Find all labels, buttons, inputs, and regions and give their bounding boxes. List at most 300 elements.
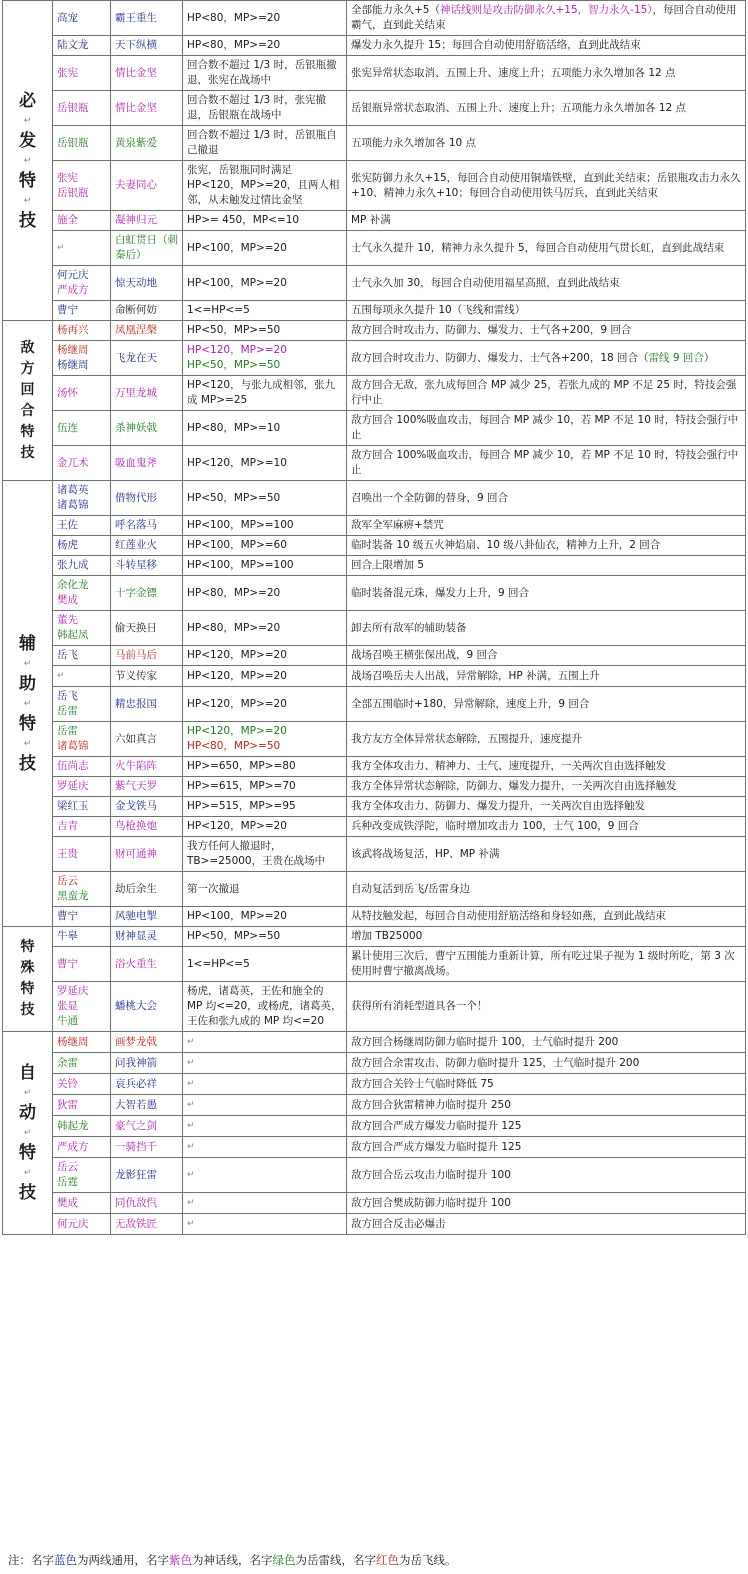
hero-name: 樊成 bbox=[57, 594, 78, 606]
hero-name: 杨继周 bbox=[57, 1035, 89, 1048]
condition-text: 回合数不超过 1/3 时，岳银瓶撤退，张宪在战场中 bbox=[187, 59, 337, 86]
category-char: 动 bbox=[19, 1103, 36, 1123]
effect-cell bbox=[347, 446, 746, 481]
hero-cell bbox=[53, 646, 111, 666]
skill-row bbox=[3, 1137, 746, 1158]
skill-name-cell bbox=[111, 797, 183, 817]
hero-cell bbox=[53, 36, 111, 56]
skill-name: 火牛陷阵 bbox=[115, 760, 157, 772]
skill-name-cell bbox=[111, 91, 183, 126]
hero-name: 何元庆 bbox=[57, 1217, 89, 1230]
skill-name: 龙影狂雷 bbox=[115, 1168, 157, 1181]
condition-text: HP<100，MP>=60 bbox=[187, 539, 287, 551]
skill-row bbox=[3, 687, 746, 722]
effect-cell bbox=[347, 777, 746, 797]
effect-cell bbox=[347, 907, 746, 927]
skill-name: 节义传家 bbox=[115, 669, 157, 682]
effect-text: 我方全体攻击力、精神力、士气、速度提升，一关两次自由选择触发 bbox=[351, 760, 666, 772]
effect-cell bbox=[347, 1137, 746, 1158]
paragraph-mark: ↵ bbox=[187, 1198, 195, 1208]
condition-text: HP<100，MP>=20 bbox=[187, 910, 287, 922]
hero-cell bbox=[53, 757, 111, 777]
category-char: 殊 bbox=[20, 960, 35, 976]
effect-text: 敌方回合余雷攻击、防御力临时提升 125，士气临时提升 200 bbox=[351, 1056, 640, 1069]
skill-row bbox=[3, 516, 746, 536]
skill-name-cell bbox=[111, 1158, 183, 1193]
hero-cell bbox=[53, 376, 111, 411]
skill-row bbox=[3, 1158, 746, 1193]
skill-row bbox=[3, 1, 746, 36]
skill-name-cell bbox=[111, 211, 183, 231]
condition-cell bbox=[183, 1, 347, 36]
hero-cell bbox=[53, 231, 111, 266]
condition-cell bbox=[183, 1095, 347, 1116]
condition-text: 张宪，岳银瓶同时满足 HP<120，MP>=20，且两人相邻，从未触发过情比金坚 bbox=[187, 164, 340, 206]
effect-text: 敌方回合樊成防御力临时提升 100 bbox=[351, 1196, 511, 1209]
condition-cell bbox=[183, 817, 347, 837]
skill-name: 马前马后 bbox=[115, 649, 157, 661]
hero-name: 杨再兴 bbox=[57, 324, 89, 336]
skill-name-cell bbox=[111, 266, 183, 301]
condition-text: 我方任何人撤退时，TB>=25000，王贵在战场中 bbox=[187, 840, 326, 867]
effect-cell bbox=[347, 516, 746, 536]
condition-text: HP>=650，MP>=80 bbox=[187, 760, 296, 772]
hero-cell bbox=[53, 56, 111, 91]
condition-text: HP>=615，MP>=70 bbox=[187, 780, 296, 792]
hero-name: 张宪 bbox=[57, 171, 78, 184]
skill-name-cell bbox=[111, 687, 183, 722]
hero-cell bbox=[53, 301, 111, 321]
condition-text: HP<120，MP>=10 bbox=[187, 456, 287, 469]
paragraph-mark: ↵ bbox=[187, 1100, 195, 1110]
effect-text: 卸去所有敌军的辅助装备 bbox=[351, 621, 467, 634]
hero-name: 董先 bbox=[57, 614, 78, 626]
effect-text: 敌方回合反击必爆击 bbox=[351, 1217, 446, 1230]
effect-text: 兵种改变成铁浮陀，临时增加攻击力 100，士气 100，9 回合 bbox=[351, 820, 639, 832]
condition-text: 杨虎，诸葛英，王佐和施全的 MP 均<=20，或杨虎，诸葛英，王佐和张九成的 MP 均<=20 bbox=[187, 985, 342, 1027]
skill-name: 偷天换日 bbox=[115, 621, 157, 634]
skill-name-cell bbox=[111, 666, 183, 687]
condition-cell bbox=[183, 266, 347, 301]
skill-name-cell bbox=[111, 1137, 183, 1158]
skill-name-cell bbox=[111, 1, 183, 36]
skill-row bbox=[3, 927, 746, 947]
skill-name: 情比金坚 bbox=[115, 66, 157, 79]
condition-cell bbox=[183, 446, 347, 481]
hero-name: 罗延庆 bbox=[57, 780, 89, 792]
hero-name: 张九成 bbox=[57, 559, 89, 571]
hero-name: 严成方 bbox=[57, 284, 89, 296]
hero-name: 施全 bbox=[57, 214, 78, 226]
hero-name: 岳雷 bbox=[57, 725, 78, 737]
skill-name-cell bbox=[111, 536, 183, 556]
effect-text: 自动复活到岳飞/岳雷身边 bbox=[351, 882, 471, 895]
skill-row bbox=[3, 126, 746, 161]
skill-row bbox=[3, 777, 746, 797]
skill-name-cell bbox=[111, 722, 183, 757]
paragraph-mark: ↵ bbox=[187, 1037, 195, 1047]
skill-name: 借物代形 bbox=[115, 491, 157, 504]
paragraph-mark: ↵ bbox=[23, 155, 32, 166]
skill-name-cell bbox=[111, 646, 183, 666]
paragraph-mark: ↵ bbox=[187, 1121, 195, 1131]
condition-cell bbox=[183, 797, 347, 817]
hero-name: 吉青 bbox=[57, 820, 78, 832]
category-char: 特 bbox=[19, 713, 36, 734]
hero-cell bbox=[53, 481, 111, 516]
effect-text: 张宪防御力永久+15，每回合自动使用铜墙铁壁，直到此关结束；岳银瓶攻击力永久+10、精神力永久+10；每回合自动使用铁马厉兵，直到此关结束 bbox=[351, 171, 741, 199]
hero-cell bbox=[53, 947, 111, 982]
skill-row bbox=[3, 1116, 746, 1137]
skill-name: 豪气之剑 bbox=[115, 1119, 157, 1132]
hero-cell bbox=[53, 1, 111, 36]
skill-name-cell bbox=[111, 1116, 183, 1137]
effect-cell bbox=[347, 817, 746, 837]
condition-cell bbox=[183, 556, 347, 576]
condition-cell bbox=[183, 341, 347, 376]
effect-cell bbox=[347, 1053, 746, 1074]
hero-cell bbox=[53, 1095, 111, 1116]
effect-cell bbox=[347, 536, 746, 556]
skill-row bbox=[3, 837, 746, 872]
skill-name-cell bbox=[111, 1074, 183, 1095]
category-char: 助 bbox=[19, 673, 36, 694]
hero-cell bbox=[53, 341, 111, 376]
effect-cell bbox=[347, 266, 746, 301]
effect-cell bbox=[347, 56, 746, 91]
skill-row bbox=[3, 1214, 746, 1235]
skill-name-cell bbox=[111, 481, 183, 516]
effect-text: 获得所有消耗型道具各一个！ bbox=[351, 1000, 488, 1012]
effect-text: 战场召唤岳夫人出战，异常解除，HP 补满，五围上升 bbox=[351, 669, 600, 682]
skill-name: 杀神妖戟 bbox=[115, 421, 157, 434]
effect-text: 敌方回合杨继周防御力临时提升 100，士气临时提升 200 bbox=[351, 1035, 619, 1048]
effect-text: 增加 TB25000 bbox=[351, 930, 423, 942]
effect-text: 全部五围临时+180，异常解除，速度上升，9 回合 bbox=[351, 697, 590, 710]
condition-cell bbox=[183, 481, 347, 516]
skill-row bbox=[3, 1032, 746, 1053]
hero-name: 诸葛锦 bbox=[57, 740, 89, 752]
skill-name-cell bbox=[111, 817, 183, 837]
hero-cell bbox=[53, 91, 111, 126]
effect-cell bbox=[347, 687, 746, 722]
effect-cell bbox=[347, 321, 746, 341]
effect-cell bbox=[347, 376, 746, 411]
effect-cell bbox=[347, 927, 746, 947]
category-char: 方 bbox=[20, 360, 35, 377]
effect-cell bbox=[347, 556, 746, 576]
skill-name: 呼名落马 bbox=[115, 519, 157, 531]
skill-row bbox=[3, 646, 746, 666]
skill-name: 凝神归元 bbox=[115, 214, 157, 226]
condition-cell bbox=[183, 161, 347, 211]
condition-cell bbox=[183, 411, 347, 446]
paragraph-mark: ↵ bbox=[23, 1128, 32, 1138]
effect-cell bbox=[347, 1193, 746, 1214]
skill-name: 问我神箭 bbox=[115, 1056, 157, 1069]
hero-cell bbox=[53, 907, 111, 927]
condition-text: 回合数不超过 1/3 时，张宪撤退，岳银瓶在战场中 bbox=[187, 94, 327, 121]
hero-cell bbox=[53, 872, 111, 907]
condition-text: HP<100，MP>=20 bbox=[187, 276, 287, 289]
hero-cell bbox=[53, 556, 111, 576]
effect-text: 敌方回合时攻击力、防御力、爆发力、士气各+200，9 回合 bbox=[351, 324, 632, 336]
skill-name: 白虹贯日（刺秦后） bbox=[115, 234, 178, 261]
skill-name: 红莲业火 bbox=[115, 539, 157, 551]
hero-name: 韩起龙 bbox=[57, 1119, 89, 1132]
skill-name: 六如真言 bbox=[115, 732, 157, 745]
effect-cell bbox=[347, 1, 746, 36]
condition-text: HP<50，MP>=50 bbox=[187, 324, 281, 336]
skill-name: 夫妻同心 bbox=[115, 179, 157, 191]
hero-cell bbox=[53, 666, 111, 687]
effect-text: 神话线则是攻击防御永久+15，智力永久-15） bbox=[439, 4, 653, 16]
skill-name: 鸟枪换炮 bbox=[115, 820, 157, 832]
hero-cell bbox=[53, 1032, 111, 1053]
hero-name: 伍尚志 bbox=[57, 760, 89, 772]
condition-cell bbox=[183, 376, 347, 411]
effect-text: 张宪异常状态取消、五围上升、速度上升；五项能力永久增加各 12 点 bbox=[351, 66, 676, 79]
hero-name: 关铃 bbox=[57, 1077, 78, 1090]
condition-text: HP<80，MP>=20 bbox=[187, 39, 281, 51]
skill-row bbox=[3, 1074, 746, 1095]
skill-name-cell bbox=[111, 1053, 183, 1074]
skill-name-cell bbox=[111, 126, 183, 161]
skill-row bbox=[3, 161, 746, 211]
effect-text: 敌方回合严成方爆发力临时提升 125 bbox=[351, 1140, 522, 1153]
effect-cell bbox=[347, 341, 746, 376]
hero-name: 何元庆 bbox=[57, 269, 89, 281]
condition-text: HP<120，与张九成相邻，张九成 MP>=25 bbox=[187, 379, 336, 406]
effect-text: 敌方回合无敌，张九成每回合 MP 减少 25，若张九成的 MP 不足 25 时，特技会强行中止 bbox=[351, 379, 737, 406]
effect-cell bbox=[347, 646, 746, 666]
condition-cell bbox=[183, 1053, 347, 1074]
condition-cell bbox=[183, 982, 347, 1032]
skill-name: 凤凰涅槃 bbox=[115, 324, 157, 336]
skill-name: 哀兵必祥 bbox=[115, 1077, 157, 1090]
effect-text: 我方全体攻击力、防御力、爆发力提升，一关两次自由选择触发 bbox=[351, 800, 645, 812]
effect-cell bbox=[347, 1158, 746, 1193]
effect-text: 五项能力永久增加各 10 点 bbox=[351, 136, 477, 149]
effect-cell bbox=[347, 411, 746, 446]
hero-cell bbox=[53, 211, 111, 231]
effect-text: 临时装备 10 级五火神焰扇、10 级八卦仙衣，精神力上升，2 回合 bbox=[351, 539, 661, 551]
skill-row bbox=[3, 91, 746, 126]
hero-name: 张宪 bbox=[57, 66, 78, 79]
skill-name-cell bbox=[111, 301, 183, 321]
hero-cell bbox=[53, 797, 111, 817]
paragraph-mark: ↵ bbox=[57, 671, 65, 681]
category-char: 特 bbox=[19, 1143, 36, 1163]
skill-name-cell bbox=[111, 611, 183, 646]
effect-cell bbox=[347, 211, 746, 231]
skill-name-cell bbox=[111, 36, 183, 56]
hero-name: 杨虎 bbox=[57, 539, 78, 551]
skill-name: 飞龙在天 bbox=[115, 351, 157, 364]
hero-cell bbox=[53, 321, 111, 341]
skill-name: 吸血鬼斧 bbox=[115, 456, 157, 469]
condition-cell bbox=[183, 757, 347, 777]
effect-text: 战场召唤王横张保出战，9 回合 bbox=[351, 649, 498, 661]
category-cell bbox=[3, 321, 53, 481]
skill-name: 浴火重生 bbox=[115, 957, 157, 970]
skill-row bbox=[3, 757, 746, 777]
effect-text: 召唤出一个全防御的替身，9 回合 bbox=[351, 491, 509, 504]
hero-name: 余化龙 bbox=[57, 579, 89, 591]
condition-text: HP<120，MP>=20 bbox=[187, 697, 287, 710]
condition-cell bbox=[183, 1193, 347, 1214]
condition-cell bbox=[183, 611, 347, 646]
skill-name: 大智若愚 bbox=[115, 1098, 157, 1111]
color-legend-note: 注：名字蓝色为两线通用，名字紫色为神话线，名字绿色为岳雷线，名字红色为岳飞线。 bbox=[8, 1553, 457, 1567]
hero-name: 王贵 bbox=[57, 847, 78, 860]
skill-row bbox=[3, 411, 746, 446]
paragraph-mark: ↵ bbox=[23, 698, 32, 709]
skill-name: 金戈铁马 bbox=[115, 800, 157, 812]
skill-name: 霸王重生 bbox=[115, 11, 157, 24]
effect-cell bbox=[347, 837, 746, 872]
condition-text: 第一次撤退 bbox=[187, 882, 240, 895]
effect-text: 从特技触发起，每回合自动使用舒筋活络和身轻如燕，直到此战结束 bbox=[351, 910, 666, 922]
effect-text: 全部能力永久+5（ bbox=[351, 4, 440, 16]
condition-cell bbox=[183, 777, 347, 797]
category-char: 特 bbox=[20, 939, 35, 955]
effect-cell bbox=[347, 1116, 746, 1137]
effect-text: 敌方回合时攻击力、防御力、爆发力、士气各+200，18 回合（ bbox=[351, 351, 649, 364]
hero-cell bbox=[53, 1158, 111, 1193]
category-char: 技 bbox=[20, 444, 35, 461]
hero-cell bbox=[53, 687, 111, 722]
effect-text: 敌方回合 100%吸血攻击，每回合 MP 减少 10，若 MP 不足 10 时，特技会强行中止 bbox=[351, 414, 739, 441]
condition-text: HP<80，MP>=10 bbox=[187, 421, 281, 434]
skill-row bbox=[3, 1193, 746, 1214]
effect-cell bbox=[347, 1214, 746, 1235]
condition-text: HP>= 450，MP<=10 bbox=[187, 214, 300, 226]
category-cell bbox=[3, 1, 53, 321]
skill-name: 紫气天罗 bbox=[115, 780, 157, 792]
effect-cell bbox=[347, 481, 746, 516]
skill-name-cell bbox=[111, 777, 183, 797]
condition-text: 回合数不超过 1/3 时，岳银瓶自己撤退 bbox=[187, 129, 337, 156]
effect-text: 敌方回合关铃士气临时降低 75 bbox=[351, 1077, 494, 1090]
condition-cell bbox=[183, 687, 347, 722]
hero-cell bbox=[53, 126, 111, 161]
skill-row bbox=[3, 872, 746, 907]
condition-text: HP<80，MP>=20 bbox=[187, 11, 281, 24]
effect-cell bbox=[347, 872, 746, 907]
hero-name: 曹宁 bbox=[57, 304, 78, 316]
hero-name: 狄雷 bbox=[57, 1098, 78, 1111]
hero-name: 曹宁 bbox=[57, 957, 78, 970]
condition-cell bbox=[183, 927, 347, 947]
category-cell bbox=[3, 1032, 53, 1235]
hero-name: 罗延庆 bbox=[57, 985, 89, 997]
condition-text: HP<120，MP>=20 bbox=[187, 344, 287, 356]
effect-cell bbox=[347, 1074, 746, 1095]
skill-row bbox=[3, 576, 746, 611]
skill-row bbox=[3, 211, 746, 231]
effect-cell bbox=[347, 757, 746, 777]
category-char: 技 bbox=[20, 1002, 35, 1018]
condition-cell bbox=[183, 947, 347, 982]
skill-row bbox=[3, 666, 746, 687]
hero-name: 余雷 bbox=[57, 1056, 78, 1069]
condition-cell bbox=[183, 1116, 347, 1137]
skill-name: 精忠报国 bbox=[115, 697, 157, 710]
skill-row bbox=[3, 301, 746, 321]
skill-name: 情比金坚 bbox=[115, 101, 157, 114]
skill-row bbox=[3, 36, 746, 56]
category-char: 特 bbox=[19, 170, 36, 191]
effect-text: 敌方回合狄雷精神力临时提升 250 bbox=[351, 1098, 511, 1111]
category-cell bbox=[3, 481, 53, 927]
skill-row bbox=[3, 536, 746, 556]
skill-name: 一骑挡千 bbox=[115, 1140, 157, 1153]
skill-name-cell bbox=[111, 927, 183, 947]
paragraph-mark: ↵ bbox=[23, 738, 32, 749]
paragraph-mark: ↵ bbox=[23, 1088, 32, 1098]
hero-cell bbox=[53, 1193, 111, 1214]
condition-cell bbox=[183, 56, 347, 91]
skill-name-cell bbox=[111, 1095, 183, 1116]
skill-name: 惊天动地 bbox=[115, 276, 157, 289]
paragraph-mark: ↵ bbox=[187, 1058, 195, 1068]
skill-name-cell bbox=[111, 757, 183, 777]
hero-name: 诸葛英 bbox=[57, 484, 89, 496]
condition-cell bbox=[183, 837, 347, 872]
skill-name: 同仇敌忾 bbox=[115, 1196, 157, 1209]
skill-name-cell bbox=[111, 341, 183, 376]
effect-text: 我方全体异常状态解除，防御力、爆发力提升，一关两次自由选择触发 bbox=[351, 780, 677, 792]
condition-cell bbox=[183, 872, 347, 907]
effect-cell bbox=[347, 982, 746, 1032]
skill-name: 劫后余生 bbox=[115, 882, 157, 895]
hero-name: 岳银瓶 bbox=[57, 186, 89, 199]
skill-name-cell bbox=[111, 231, 183, 266]
skill-name: 无敌铁匠 bbox=[115, 1217, 157, 1230]
skill-name-cell bbox=[111, 161, 183, 211]
paragraph-mark: ↵ bbox=[57, 243, 65, 253]
effect-cell bbox=[347, 126, 746, 161]
condition-cell bbox=[183, 1137, 347, 1158]
skill-row bbox=[3, 947, 746, 982]
hero-name: 高宠 bbox=[57, 11, 78, 24]
skill-row bbox=[3, 611, 746, 646]
skill-name: 命断何妨 bbox=[115, 304, 157, 316]
effect-text: 士气永久加 30，每回合自动使用福星高照，直到此战结束 bbox=[351, 276, 620, 289]
hero-name: 岳云 bbox=[57, 1161, 78, 1173]
hero-name: 杨继周 bbox=[57, 344, 89, 356]
hero-name: 王佐 bbox=[57, 519, 78, 531]
skill-name-cell bbox=[111, 56, 183, 91]
skill-row bbox=[3, 481, 746, 516]
hero-name: 韩起凤 bbox=[57, 629, 89, 641]
paragraph-mark: ↵ bbox=[187, 1219, 195, 1229]
effect-cell bbox=[347, 722, 746, 757]
skill-name: 蟠桃大会 bbox=[115, 1000, 157, 1012]
condition-text: HP<120，MP>=20 bbox=[187, 820, 287, 832]
paragraph-mark: ↵ bbox=[23, 1168, 32, 1178]
skill-name-cell bbox=[111, 446, 183, 481]
skill-name-cell bbox=[111, 982, 183, 1032]
skill-name-cell bbox=[111, 907, 183, 927]
condition-cell bbox=[183, 666, 347, 687]
hero-cell bbox=[53, 576, 111, 611]
skill-row bbox=[3, 982, 746, 1032]
hero-cell bbox=[53, 982, 111, 1032]
hero-cell bbox=[53, 1137, 111, 1158]
hero-cell bbox=[53, 516, 111, 536]
